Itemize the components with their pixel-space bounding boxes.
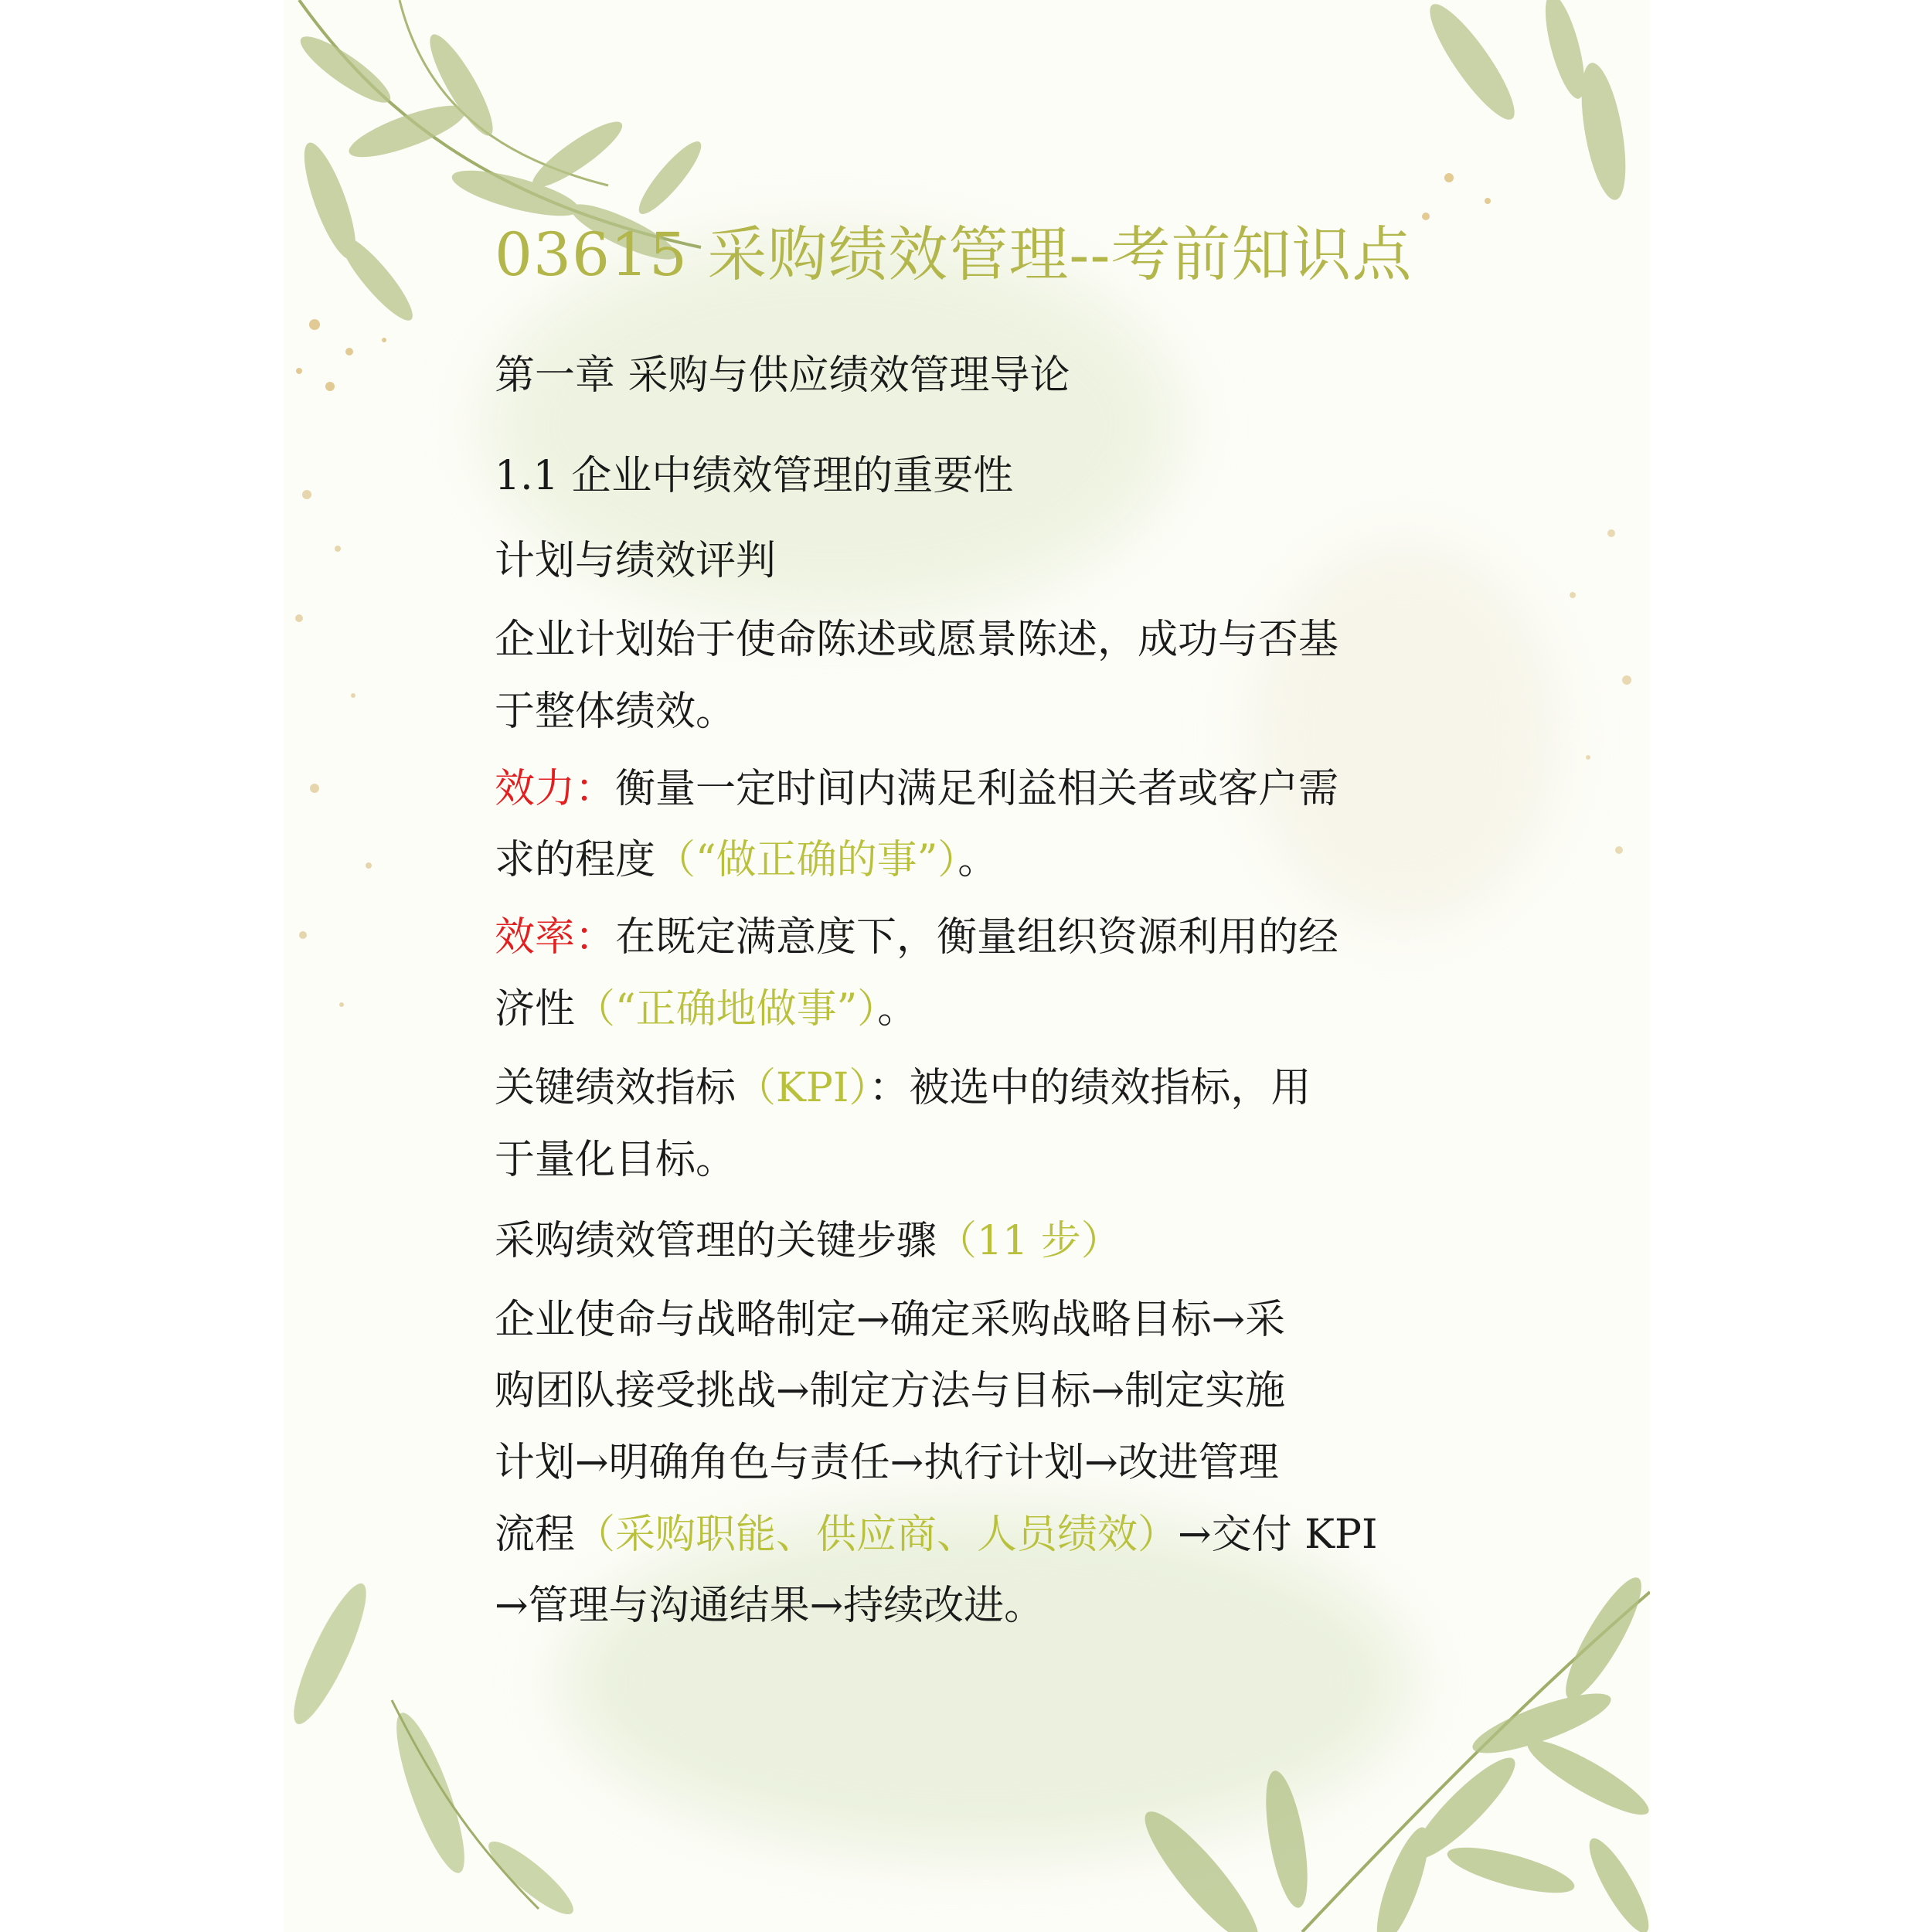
kpi-note: （KPI） [736,1065,869,1111]
kpi-term: 关键绩效指标 [495,1065,736,1111]
steps-line-4 [495,1502,1378,1560]
gold-speckles-right [1495,502,1650,966]
subheading: 计划与绩效评判 [495,538,777,584]
effectiveness-line-1 [495,756,1338,814]
definition-text: 在既定满意度下，衡量组织资源利用的经 [615,914,1339,961]
leaf-decoration-top-left [284,0,716,402]
definition-text: 济性 [495,986,576,1032]
effectiveness-line-2 [495,827,998,885]
definition-text: ：被选中的绩效指标，用 [869,1065,1311,1111]
efficiency-line-1 [495,904,1338,962]
kpi-line-1 [495,1055,1311,1113]
steps-note: （采购职能、供应商、人员绩效） [575,1512,1179,1558]
efficiency-note: （“正确地做事”） [575,986,878,1032]
leaf-decoration-bottom-right [1109,1546,1650,1932]
page-title: 03615 采购绩效管理--考前知识点 [495,221,1413,290]
steps-count-note: （11 步） [937,1218,1121,1264]
paragraph-line: 企业计划始于使命陈述或愿景陈述，成功与否基 [495,617,1339,663]
section-heading: 1.1 企业中绩效管理的重要性 [495,453,1014,499]
steps-text: →交付 KPI [1178,1512,1378,1558]
efficiency-line-2 [495,976,917,1034]
effectiveness-note: （“做正确的事”） [655,837,958,883]
definition-text: 衡量一定时间内满足利益相关者或客户需 [615,766,1339,812]
steps-text: 流程 [495,1512,576,1558]
term-efficiency: 效率： [495,914,616,961]
kpi-line-2: 于量化目标。 [495,1137,736,1183]
leaf-decoration-top-right [1403,0,1650,247]
steps-line: 购团队接受挑战→制定方法与目标→制定实施 [495,1368,1286,1414]
term-effectiveness: 效力： [495,766,616,812]
steps-heading-text: 采购绩效管理的关键步骤 [495,1218,937,1264]
gold-speckles-left [284,464,438,1082]
punctuation: 。 [957,837,998,883]
steps-line: →管理与沟通结果→持续改进。 [495,1583,1045,1629]
steps-line: 企业使命与战略制定→确定采购战略目标→采 [495,1297,1286,1343]
steps-line: 计划→明确角色与责任→执行计划→改进管理 [495,1440,1279,1486]
steps-heading [495,1208,1121,1266]
definition-text: 求的程度 [495,837,656,883]
punctuation: 。 [877,986,918,1032]
chapter-heading: 第一章 采购与供应绩效管理导论 [495,352,1070,399]
paragraph-line: 于整体绩效。 [495,689,736,735]
